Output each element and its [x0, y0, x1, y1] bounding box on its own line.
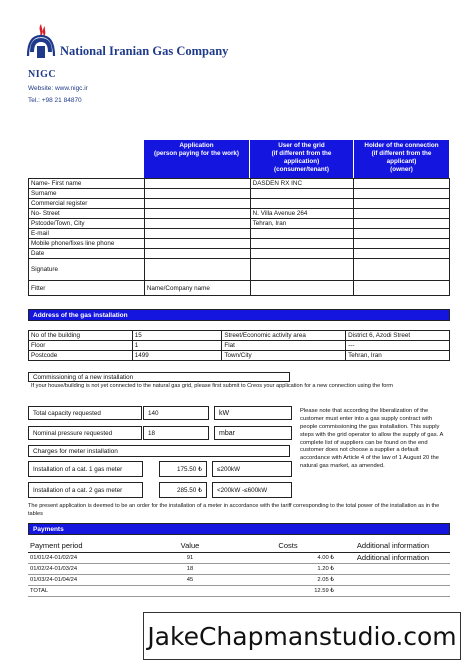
- field-app[interactable]: [144, 249, 250, 259]
- payments-table: [28, 540, 450, 597]
- field-user[interactable]: [250, 229, 354, 239]
- meter2-price: 285.50 ₺: [159, 482, 207, 498]
- payments-header: Costs: [240, 540, 336, 552]
- commissioning-title: Commissioning of a new installation: [28, 372, 290, 382]
- field-app[interactable]: [144, 179, 250, 189]
- row-label: Name- First name: [29, 179, 145, 189]
- payment-period: 01/01/24-01/02/24: [28, 552, 140, 563]
- parties-row: [29, 259, 450, 281]
- parties-row: [29, 179, 450, 189]
- address-label: Town/City: [222, 351, 346, 361]
- address-label: Street/Economic activity area: [222, 331, 346, 341]
- parties-row: [29, 199, 450, 209]
- field-owner[interactable]: [354, 209, 450, 219]
- payment-period: 01/02/24-01/03/24: [28, 563, 140, 574]
- payment-info: [336, 563, 450, 574]
- payment-info: [336, 574, 450, 585]
- payment-value: 91: [140, 552, 240, 563]
- payments-header: Additional information: [336, 540, 450, 552]
- field-user[interactable]: [250, 199, 354, 209]
- meter2-range: <200kW -≤600kW: [212, 482, 292, 498]
- field-app[interactable]: [144, 259, 250, 281]
- payment-period: 01/03/24-01/04/24: [28, 574, 140, 585]
- nigc-logo-icon: [24, 22, 58, 68]
- parties-row: [29, 229, 450, 239]
- address-value[interactable]: 1: [132, 341, 222, 351]
- parties-table: [28, 178, 450, 296]
- pressure-label: Nominal pressure requested: [28, 426, 142, 440]
- address-value[interactable]: District 6, Azodi Street: [346, 331, 450, 341]
- row-label: E-mail: [29, 229, 145, 239]
- supplier-note: Please note that according the liberalization of the customer must enter into a gas supply contract with people commissioning the gas installation. This supply steps with the grid operator to allow the supply of gas. A complete list of suppliers can be found on the end customer does not choose a supplier a default accordance with Article 4 of the law of 1 August 20 the natural gas market, as amended.: [300, 408, 444, 470]
- payment-period: TOTAL: [28, 585, 140, 596]
- field-owner[interactable]: [354, 259, 450, 281]
- address-table: [28, 330, 450, 361]
- field-owner[interactable]: [354, 189, 450, 199]
- parties-row: [29, 239, 450, 249]
- field-owner[interactable]: [354, 179, 450, 189]
- order-footnote: The present application is deemed to be an order for the installation of a meter in accordance with the tariff corresponding to the total power of the installation as in the tables: [28, 503, 440, 517]
- payment-costs: 4.00 ₺: [240, 552, 336, 563]
- field-owner[interactable]: [354, 199, 450, 209]
- field-app[interactable]: Name/Company name: [144, 281, 250, 296]
- row-label: Commercial register: [29, 199, 145, 209]
- header-owner: Holder of the connection (if different from the applicant) (owner): [354, 140, 450, 178]
- field-owner[interactable]: [354, 229, 450, 239]
- payment-row: [28, 552, 450, 563]
- address-label: No of the building: [29, 331, 133, 341]
- address-title: Address of the gas installation: [28, 309, 450, 321]
- address-label: Postcode: [29, 351, 133, 361]
- charges-title: Charges for meter installation: [28, 445, 290, 457]
- payment-costs: 1.20 ₺: [240, 563, 336, 574]
- address-label: Flat: [222, 341, 346, 351]
- address-value[interactable]: Tehran, Iran: [346, 351, 450, 361]
- address-value[interactable]: 1499: [132, 351, 222, 361]
- field-owner[interactable]: [354, 219, 450, 229]
- field-user[interactable]: DASDEN RX INC: [250, 179, 354, 189]
- field-user[interactable]: [250, 239, 354, 249]
- capacity-unit: kW: [214, 406, 292, 420]
- meter2-label: Installation of a cat. 2 gas meter: [28, 482, 143, 498]
- header-application: Application (person paying for the work): [144, 140, 250, 178]
- website-link[interactable]: Website: www.nigc.ir: [28, 85, 88, 92]
- payment-row: [28, 574, 450, 585]
- address-value[interactable]: 15: [132, 331, 222, 341]
- meter1-label: Installation of a cat. 1 gas meter: [28, 461, 143, 477]
- field-app[interactable]: [144, 209, 250, 219]
- address-row: [29, 351, 450, 361]
- row-label: Pstcode/Town, City: [29, 219, 145, 229]
- payment-costs: 2.05 ₺: [240, 574, 336, 585]
- meter1-range: ≤200kW: [212, 461, 292, 477]
- company-name: National Iranian Gas Company: [60, 44, 229, 58]
- parties-row: [29, 189, 450, 199]
- row-label: Signature: [29, 259, 145, 281]
- payments-header: Payment period: [28, 540, 140, 552]
- field-app[interactable]: [144, 199, 250, 209]
- parties-row: [29, 281, 450, 296]
- field-app[interactable]: [144, 239, 250, 249]
- pressure-input[interactable]: 18: [143, 426, 209, 440]
- payment-costs: 12.59 ₺: [240, 585, 336, 596]
- row-label: Fitter: [29, 281, 145, 296]
- field-owner[interactable]: [354, 281, 450, 296]
- address-row: [29, 331, 450, 341]
- field-owner[interactable]: [354, 249, 450, 259]
- payment-value: 18: [140, 563, 240, 574]
- parties-row: [29, 249, 450, 259]
- field-user[interactable]: Tehran, Iran: [250, 219, 354, 229]
- address-value[interactable]: ---: [346, 341, 450, 351]
- payment-value: [140, 585, 240, 596]
- watermark: JakeChapmanstudio.com: [143, 612, 461, 660]
- capacity-label: Total capacity requested: [28, 406, 142, 420]
- field-user[interactable]: [250, 259, 354, 281]
- payments-title: Payments: [28, 523, 450, 535]
- parties-row: [29, 219, 450, 229]
- row-label: Date: [29, 249, 145, 259]
- payments-header: Value: [140, 540, 240, 552]
- payment-info: [336, 585, 450, 596]
- payment-row: [28, 585, 450, 596]
- field-app[interactable]: [144, 229, 250, 239]
- address-label: Floor: [29, 341, 133, 351]
- payment-info: Additional information: [336, 552, 450, 563]
- row-label: Surname: [29, 189, 145, 199]
- field-owner[interactable]: [354, 239, 450, 249]
- row-label: Mobile phone/fixes line phone: [29, 239, 145, 249]
- field-user[interactable]: [250, 189, 354, 199]
- field-user[interactable]: [250, 249, 354, 259]
- parties-row: [29, 209, 450, 219]
- commissioning-subtitle: If your house/building is not yet connected to the natural gas grid, please first submit to Creos your application for a new connection using the form: [31, 383, 393, 389]
- header-user: User of the grid (if different from the application) (consumer/tenant): [250, 140, 354, 178]
- field-user[interactable]: N. Villa Avenue 264: [250, 209, 354, 219]
- row-label: No- Street: [29, 209, 145, 219]
- payment-row: [28, 563, 450, 574]
- field-app[interactable]: [144, 189, 250, 199]
- field-app[interactable]: [144, 219, 250, 229]
- capacity-input[interactable]: 140: [143, 406, 209, 420]
- pressure-unit: mbar: [214, 426, 292, 440]
- telephone: Tel.: +98 21 84870: [28, 97, 82, 104]
- meter1-price: 175.50 ₺: [159, 461, 207, 477]
- field-user[interactable]: [250, 281, 354, 296]
- payment-value: 45: [140, 574, 240, 585]
- address-row: [29, 341, 450, 351]
- company-abbr: NIGC: [28, 69, 57, 80]
